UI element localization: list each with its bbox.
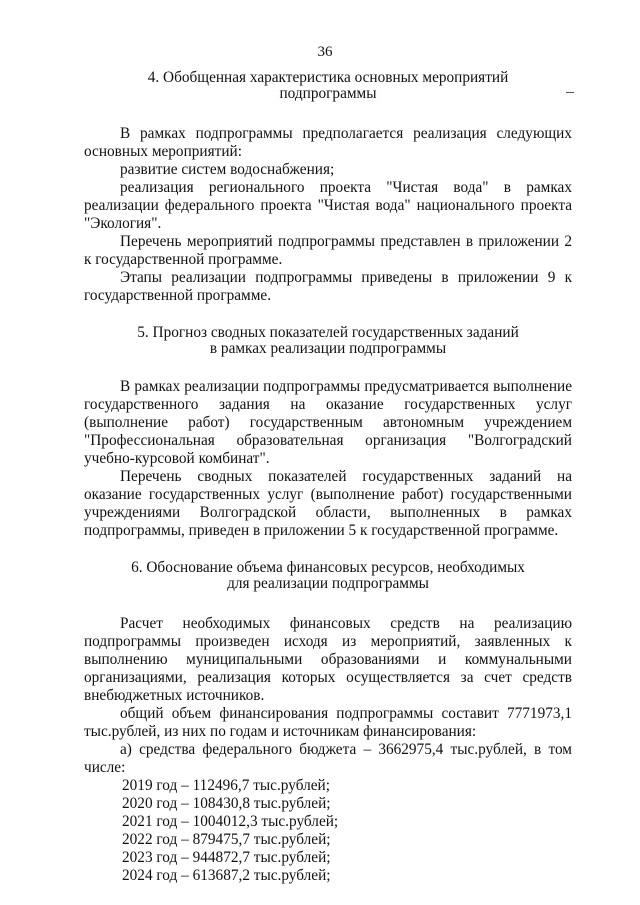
section-4-paragraph-3: реализация регионального проекта "Чистая вода" в рамках реализации федерального проекта "Чистая вода" национального проекта "Экология". <box>84 179 572 232</box>
funding-year-item: 2023 год – 944872,7 тыс.рублей; <box>122 849 331 866</box>
section-5-paragraph-1: В рамках реализации подпрограммы предусматривается выполнение государственного задания на оказание государственных услуг (выполнение работ) государственным автономным учреждением "Профессиональная образовательная организация "Волгоградский учебно-курсовой комбинат". <box>84 378 572 467</box>
section-4-paragraph-1: В рамках подпрограммы предполагается реализация следующих основных мероприятий: <box>84 125 572 160</box>
section-4-heading <box>84 70 572 102</box>
funding-year-item: 2022 год – 879475,7 тыс.рублей; <box>122 831 331 848</box>
section-6-paragraph-2: общий объем финансирования подпрограммы составит 7771973,1 тыс.рублей, из них по годам и источникам финансирования: <box>84 705 572 740</box>
section-4-heading-line1: 4. Обобщенная характеристика основных мероприятий <box>147 69 509 86</box>
section-5-heading-line1: 5. Прогноз сводных показателей государственных заданий <box>137 324 519 341</box>
section-5-heading <box>84 325 572 357</box>
section-4-heading-line2: подпрограммы <box>279 85 377 102</box>
section-5-heading-line2: в рамках реализации подпрограммы <box>209 340 447 357</box>
section-4-paragraph-4: Перечень мероприятий подпрограммы представлен в приложении 2 к государственной программе. <box>84 233 572 268</box>
section-6-heading <box>84 560 572 592</box>
section-6-paragraph-1: Расчет необходимых финансовых средств на реализацию подпрограммы произведен исходя из мероприятий, заявленных к выполнению муниципальными образованиями и коммунальными организациями, реализация которых осуществляется за счет средств внебюджетных источников. <box>84 615 572 704</box>
section-4-paragraph-2: развитие систем водоснабжения; <box>120 161 335 178</box>
section-6-heading-line1: 6. Обоснование объема финансовых ресурсов, необходимых <box>131 559 525 576</box>
funding-year-item: 2019 год – 112496,7 тыс.рублей; <box>122 777 330 794</box>
funding-year-item: 2024 год – 613687,2 тыс.рублей; <box>122 867 331 884</box>
section-5-paragraph-2: Перечень сводных показателей государственных заданий на оказание государственных услуг (выполнение работ) государственными учреждениями Волгоградской области, выполненных в рамках подпрограммы, приведен в приложении 5 к государственной программе. <box>84 468 572 539</box>
funding-by-year-list <box>84 777 572 885</box>
section-4-paragraph-5: Этапы реализации подпрограммы приведены в приложении 9 к государственной программе. <box>84 269 572 304</box>
section-6-paragraph-3: а) средства федерального бюджета – 3662975,4 тыс.рублей, в том числе: <box>84 741 572 776</box>
funding-year-item: 2020 год – 108430,8 тыс.рублей; <box>122 795 331 812</box>
page-number: 36 <box>317 44 333 60</box>
document-body <box>84 70 572 885</box>
funding-year-item: 2021 год – 1004012,3 тыс.рублей; <box>122 813 339 830</box>
section-6-heading-line2: для реализации подпрограммы <box>227 575 429 592</box>
